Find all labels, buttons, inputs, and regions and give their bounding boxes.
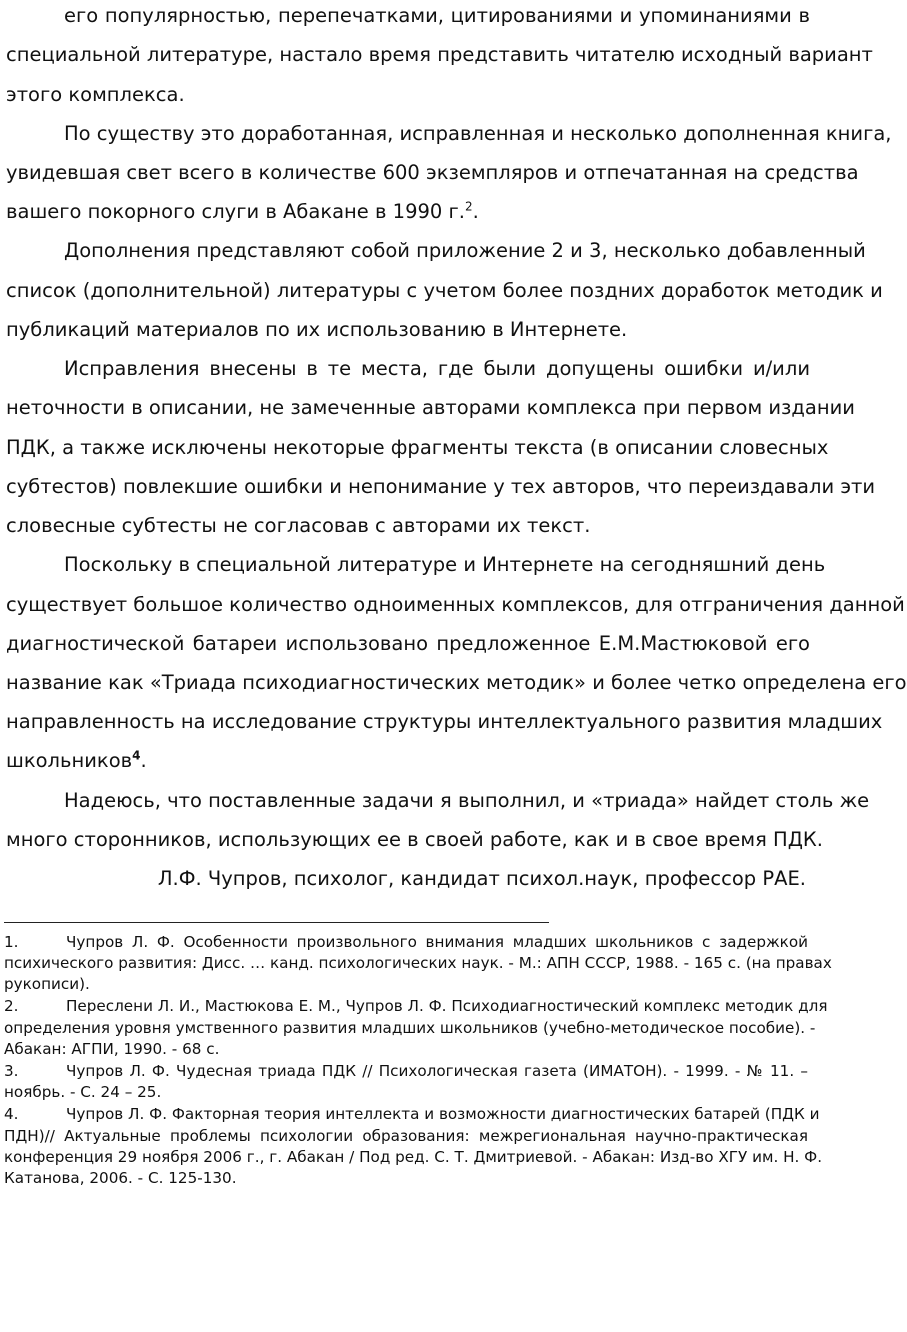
footnote-ref-2[interactable]: 2 (464, 199, 473, 214)
body-line: этого комплекса. (6, 83, 185, 106)
body-text: вашего покорного слуги в Абакане в 1990 г. (6, 200, 465, 223)
body-line: название как «Триада психодиагностических методик» и более четко определена его (6, 671, 907, 694)
footnote-text: Чупров Л. Ф. Факторная теория интеллекта и возможности диагностических батарей (ПДК и (66, 1105, 820, 1123)
body-line: По существу это доработанная, исправленная и несколько дополненная книга, (64, 122, 892, 145)
footnote-number: 2. (4, 997, 19, 1015)
body-text: . (472, 200, 479, 223)
footnote-text: Чупров Л. Ф. Особенности произвольного внимания младших школьников с задержкой (66, 933, 808, 951)
footnote-number: 1. (4, 933, 19, 951)
body-line: увидевшая свет всего в количестве 600 экземпляров и отпечатанная на средства (6, 161, 859, 184)
body-line: публикаций материалов по их использованию в Интернете. (6, 318, 628, 341)
body-text: школьников (6, 749, 133, 772)
body-line: существует большое количество одноименных комплексов, для отграничения данной (6, 593, 905, 616)
footnote-text: Перeслени Л. И., Мастюкова Е. М., Чупров Л. Ф. Психодиагностический комплекс методик для (66, 997, 828, 1015)
body-line: много сторонников, использующих ее в своей работе, как и в свое время ПДК. (6, 828, 823, 851)
body-line: список (дополнительной) литературы с учетом более поздних доработок методик и (6, 279, 883, 302)
footnote-text: Чупров Л. Ф. Чудесная триада ПДК // Психологическая газета (ИМАТОН). - 1999. - № 11. – (66, 1062, 808, 1080)
body-text: . (140, 749, 147, 772)
body-line: направленность на исследование структуры интеллектуального развития младших (6, 710, 883, 733)
footnote-number: 3. (4, 1062, 19, 1080)
footnote-line: ПДН)// Актуальные проблемы психологии образования: межрегиональная научно-практическая (4, 1127, 808, 1145)
body-line-with-footnote-ref (6, 200, 810, 224)
body-line: ПДК, а также исключены некоторые фрагменты текста (в описании словесных (6, 436, 829, 459)
body-line: Поскольку в специальной литературе и Интернете на сегодняшний день (64, 553, 826, 576)
footnote-line: рукописи). (4, 975, 90, 993)
body-line: Надеюсь, что поставленные задачи я выполнил, и «триада» найдет столь же (64, 789, 870, 812)
footnote-1 (4, 932, 808, 952)
body-line-with-footnote-ref (6, 749, 810, 773)
footnote-line: Катанова, 2006. - С. 125-130. (4, 1169, 237, 1187)
footnote-line: определения уровня умственного развития младших школьников (учебно-методическое пособие). - (4, 1019, 816, 1037)
footnote-4 (4, 1104, 820, 1124)
footnote-line: Абакан: АГПИ, 1990. - 68 с. (4, 1040, 220, 1058)
footnote-line: психического развития: Дисс. … канд. психологических наук. - М.: АПН СССР, 1988. - 165 с. (на правах (4, 954, 832, 972)
body-line: Дополнения представляют собой приложение 2 и 3, несколько добавленный (64, 239, 866, 262)
body-line: диагностической батареи использовано предложенное Е.М.Мастюковой его (6, 632, 810, 655)
footnote-separator (4, 922, 549, 923)
footnote-line: ноябрь. - С. 24 – 25. (4, 1083, 162, 1101)
footnote-3 (4, 1061, 808, 1081)
footnote-number: 4. (4, 1105, 19, 1123)
footnote-line: конференция 29 ноября 2006 г., г. Абакан / Под ред. С. Т. Дмитриевой. - Абакан: Изд-во ХГУ им. Н. Ф. (4, 1148, 823, 1166)
body-line: субтестов) повлекшие ошибки и непонимание у тех авторов, что переиздавали эти (6, 475, 876, 498)
body-line: неточности в описании, не замеченные авторами комплекса при первом издании (6, 396, 855, 419)
footnote-ref-4[interactable]: 4 (132, 748, 141, 763)
author-signature: Л.Ф. Чупров, психолог, кандидат психол.наук, профессор РАЕ. (157, 867, 806, 890)
body-line: Исправления внесены в те места, где были допущены ошибки и/или (64, 357, 810, 380)
body-line: словесные субтесты не согласовав с авторами их текст. (6, 514, 591, 537)
body-line: его популярностью, перепечатками, цитированиями и упоминаниями в (64, 4, 810, 27)
footnote-2 (4, 996, 828, 1016)
body-line: специальной литературе, настало время представить читателю исходный вариант (6, 43, 873, 66)
